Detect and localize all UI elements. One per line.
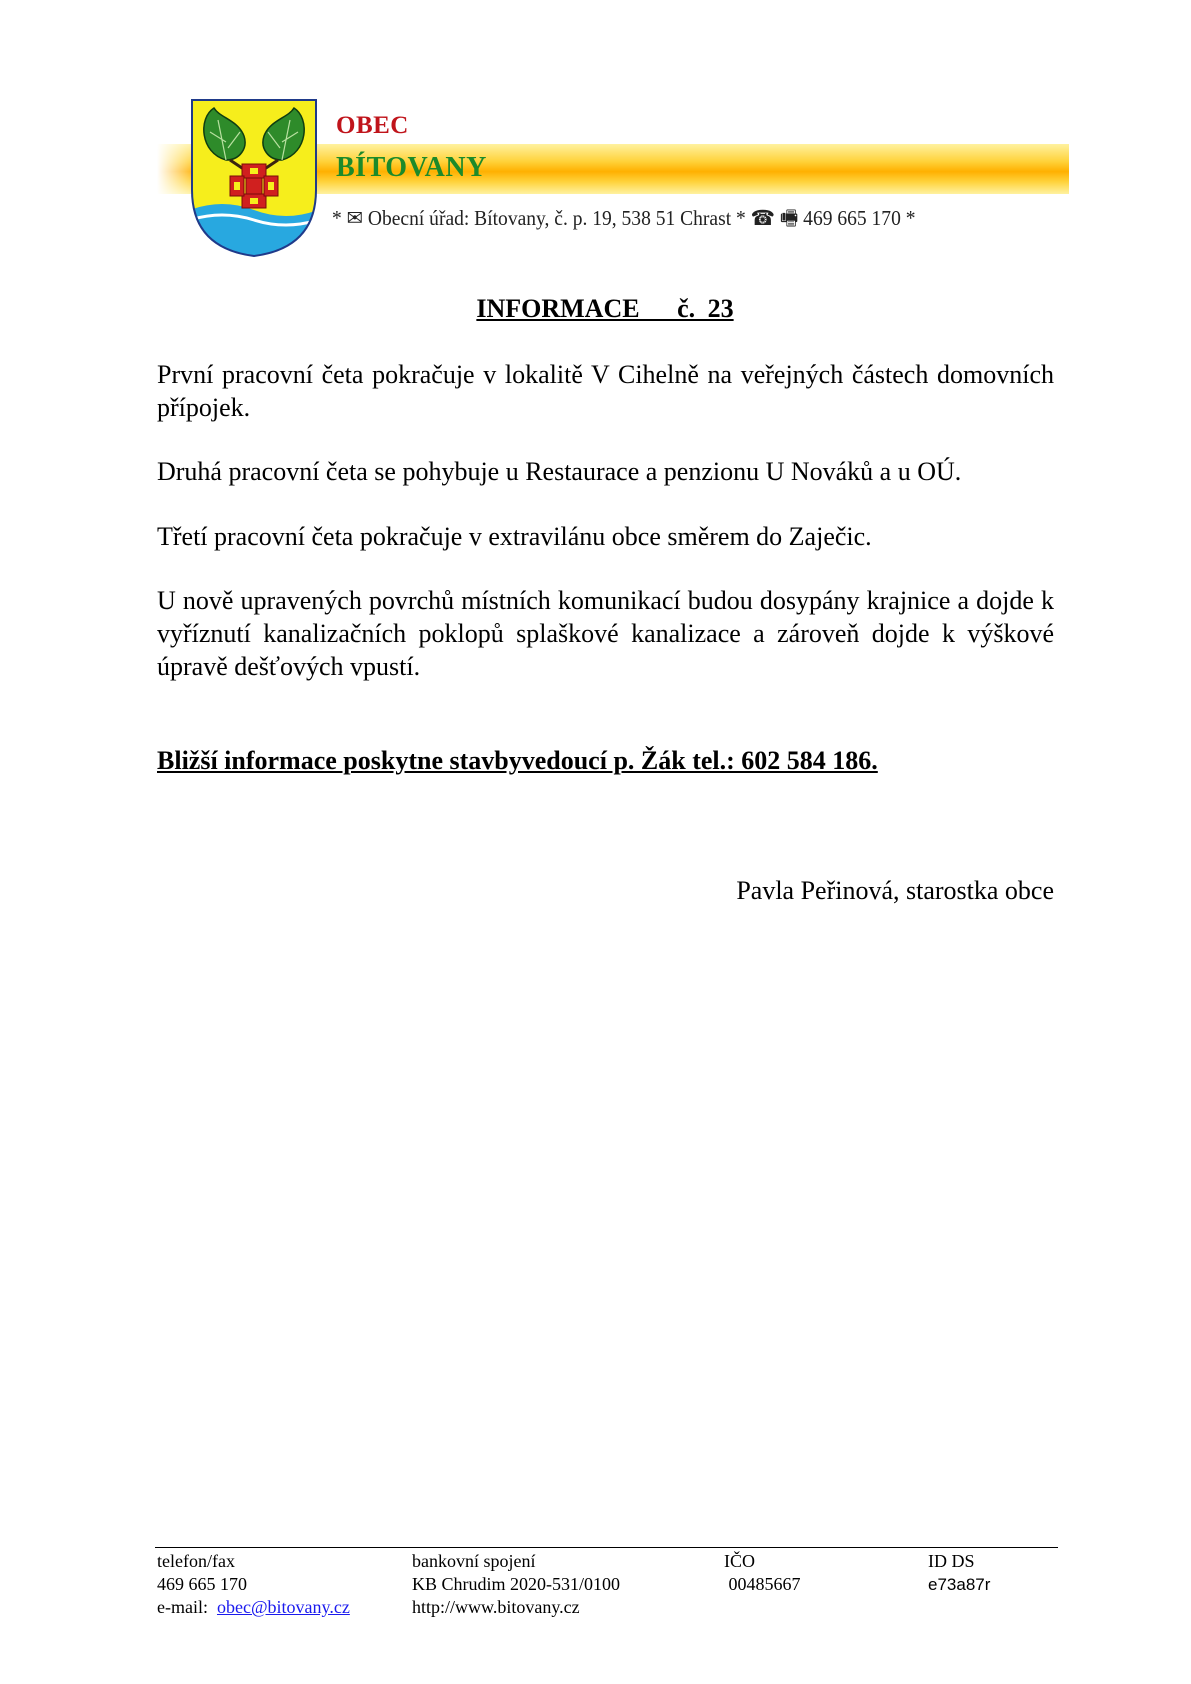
paragraph-1: První pracovní četa pokračuje v lokalitě V Cihelně na veřejných částech domovních přípojek. (157, 360, 1054, 422)
footer-web-link[interactable]: http://www.bitovany.cz (412, 1597, 580, 1617)
footer-idds-value: e73a87r (928, 1575, 991, 1594)
footer-divider (155, 1547, 1058, 1548)
footer-email-link[interactable]: obec@bitovany.cz (216, 1597, 350, 1617)
footer-bank-value: KB Chrudim 2020-531/0100 (412, 1574, 621, 1594)
footer-phone-column (157, 1550, 350, 1619)
paragraph-2: Druhá pracovní četa se pohybuje u Restaurace a penzionu U Nováků a u OÚ. (157, 457, 962, 486)
signature: Pavla Peřinová, starostka obce (736, 876, 1054, 905)
footer-email-label: e-mail: (157, 1597, 208, 1617)
footer-idds-label: ID DS (928, 1551, 975, 1571)
paragraph-3: Třetí pracovní četa pokračuje v extravilánu obce směrem do Zaječic. (157, 522, 872, 551)
footer-bank-label: bankovní spojení (412, 1551, 536, 1571)
footer-ico-column (724, 1550, 801, 1596)
footer-phone-value: 469 665 170 (157, 1574, 247, 1594)
municipality-crest-icon (190, 98, 318, 258)
header-address-line: * ✉ Obecní úřad: Bítovany, č. p. 19, 538 51 Chrast * ☎ 🖷 469 665 170 * (332, 206, 916, 230)
footer-idds-column (928, 1550, 990, 1596)
footer-phone-label: telefon/fax (157, 1551, 235, 1571)
footer-ico-label: IČO (724, 1551, 755, 1571)
contact-info: Bližší informace poskytne stavbyvedoucí p. Žák tel.: 602 584 186. (157, 746, 878, 775)
footer-ico-value: 00485667 (724, 1574, 801, 1594)
footer-bank-column (412, 1550, 620, 1619)
header-obec-label: OBEC (336, 112, 409, 139)
document-title: INFORMACE č. 23 (476, 294, 734, 323)
header-municipality-name: BÍTOVANY (336, 152, 487, 183)
paragraph-4: U nově upravených povrchů místních komunikací budou dosypány krajnice a dojde k vyříznutí kanalizačních poklopů splaškové kanalizace a zároveň dojde k výškové úpravě dešťových vpustí. (157, 586, 1054, 681)
